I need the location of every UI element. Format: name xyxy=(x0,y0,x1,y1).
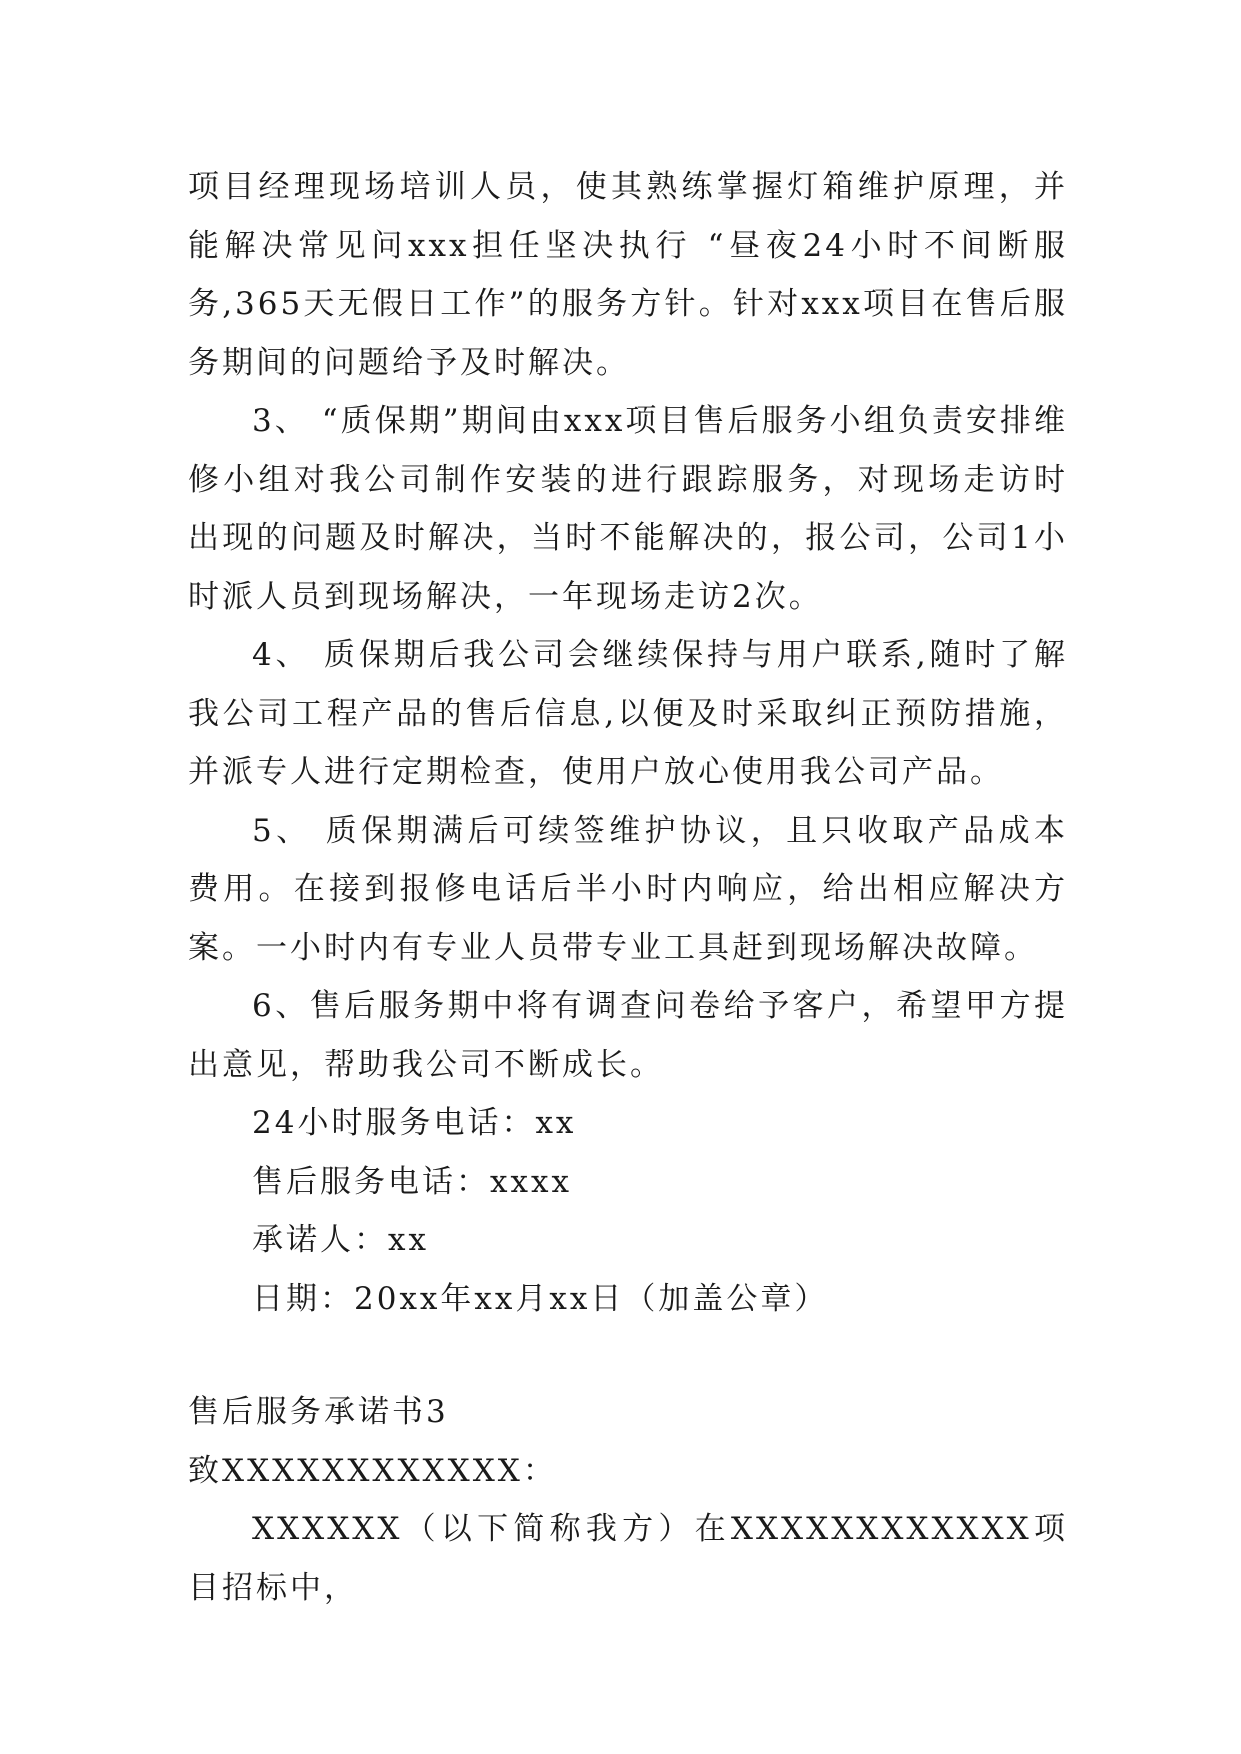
addressee: 致XXXXXXXXXXXX： xyxy=(188,1452,557,1489)
date-line: 日期：20xx年xx月xx日（加盖公章） xyxy=(252,1280,829,1317)
after-sales-phone: 售后服务电话：xxxx xyxy=(252,1163,572,1200)
promisor: 承诺人：xx xyxy=(252,1222,429,1258)
paragraph-item-6: 6、售后服务期中将有调查问卷给予客户，希望甲方提出意见，帮助我公司不断成长。 xyxy=(188,988,1068,1083)
paragraph-training: 项目经理现场培训人员，使其熟练掌握灯箱维护原理，并能解决常见问xxx担任坚决执行 “昼夜24小时不间断服务,365天无假日工作”的服务方针。针对xxx项目在售后服务期间的问题给予及时解决。 xyxy=(188,169,1068,381)
document-body xyxy=(188,158,1068,1617)
section-title: 售后服务承诺书3 xyxy=(188,1394,449,1430)
opening-line: XXXXXX（以下简称我方）在XXXXXXXXXXXX项目招标中， xyxy=(188,1511,1068,1606)
service-hotline-24h: 24小时服务电话：xx xyxy=(252,1105,577,1141)
paragraph-item-3: 3、 “质保期”期间由xxx项目售后服务小组负责安排维修小组对我公司制作安装的进行跟踪服务，对现场走访时出现的问题及时解决，当时不能解决的，报公司，公司1小时派人员到现场解决，一年现场走访2次。 xyxy=(188,403,1068,615)
paragraph-item-5: 5、 质保期满后可续签维护协议，且只收取产品成本费用。在接到报修电话后半小时内响应，给出相应解决方案。一小时内有专业人员带专业工具赶到现场解决故障。 xyxy=(188,812,1068,966)
paragraph-item-4: 4、 质保期后我公司会继续保持与用户联系,随时了解我公司工程产品的售后信息,以便及时采取纠正预防措施，并派专人进行定期检查，使用户放心使用我公司产品。 xyxy=(188,637,1068,790)
